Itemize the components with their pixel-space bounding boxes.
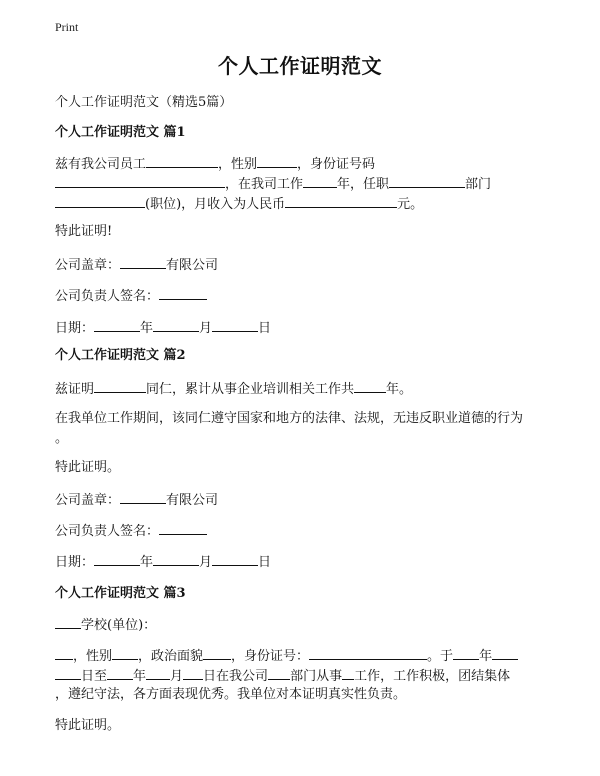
section-2-line-1: 兹证明 同仁，累计从事企业培训相关工作共 年。 [55,378,550,401]
section-1-seal-line: 公司盖章： 有限公司 [55,254,550,277]
section-3-heading: 个人工作证明范文 篇3 [55,586,186,601]
section-2-special: 特此证明。 [55,460,121,475]
section-1-line-1: 兹有我公司员工 ，性别 ，身份证号码 [55,153,550,176]
section-2-line-2-end: 。 [55,431,69,446]
section-2-line-2: 在我单位工作期间，该同仁遵守国家和地方的法律、法规，无违反职业道德的行为 [55,411,524,426]
print-link[interactable]: Print [55,20,79,34]
section-1-sign-line: 公司负责人签名： [55,285,550,308]
section-1-line-2: ，在我司工作 年，任职 部门 [55,173,550,196]
section-2-seal-line: 公司盖章： 有限公司 [55,489,550,512]
section-1-date-line: 日期： 年 月 日 [55,317,550,340]
section-3-line-1: ，性别 ，政治面貌 ，身份证号： 。于 年 [55,645,550,668]
intro-line: 个人工作证明范文（精选5篇） [55,95,233,110]
section-1-line-3: (职位)，月收入为人民币 元。 [55,193,550,216]
section-2-date-line: 日期： 年 月 日 [55,551,550,574]
section-1-heading: 个人工作证明范文 篇1 [55,125,186,140]
section-3-special: 特此证明。 [55,718,121,733]
section-1-special: 特此证明! [55,224,113,239]
section-2-heading: 个人工作证明范文 篇2 [55,348,186,363]
document-title: 个人工作证明范文 [218,54,382,78]
section-3-line-3: ，遵纪守法，各方面表现优秀。我单位对本证明真实性负责。 [55,687,407,702]
section-3-line-2: 日至 年 月 日在我公司 部门从事 工作，工作积极，团结集体 [55,665,550,688]
section-3-school-line: 学校(单位)： [55,614,550,637]
section-2-sign-line: 公司负责人签名： [55,520,550,543]
